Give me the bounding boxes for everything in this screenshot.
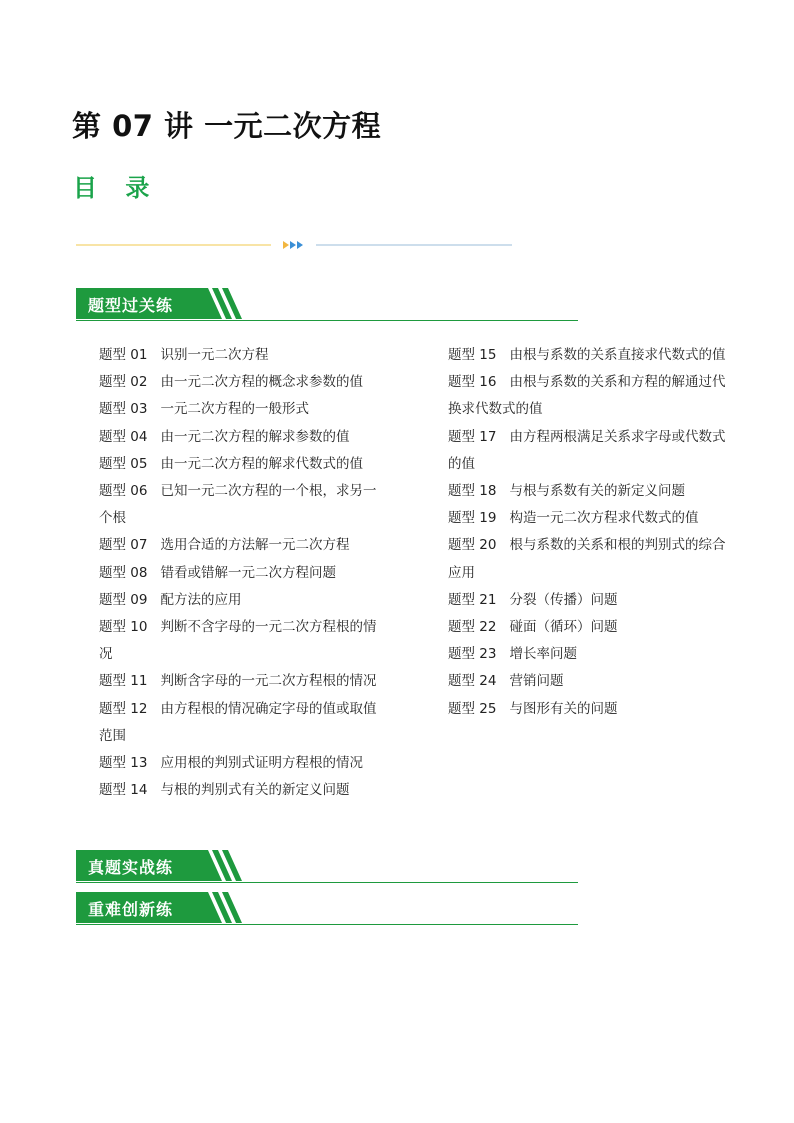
toc-item[interactable] — [99, 424, 389, 451]
toc-item-title: 已知一元二次方程的一个根，求另一个根 — [99, 483, 377, 527]
toc-item-title: 增长率问题 — [509, 646, 577, 663]
toc-item-title: 与根与系数有关的新定义问题 — [509, 483, 685, 500]
toc-item-title: 判断含字母的一元二次方程根的情况 — [160, 673, 377, 690]
toc-item-number: 题型 14 — [99, 782, 148, 799]
toc-item-number: 题型 18 — [448, 483, 497, 500]
toc-item[interactable] — [99, 614, 389, 668]
toc-item[interactable] — [448, 505, 738, 532]
toc-item[interactable] — [448, 532, 738, 586]
section-banner-practice — [76, 286, 578, 322]
section-label: 题型过关练 — [88, 296, 174, 315]
toc-item[interactable] — [99, 696, 389, 750]
toc-item-title: 由方程根的情况确定字母的值或取值范围 — [99, 700, 377, 744]
toc-item-title: 由一元二次方程的概念求参数的值 — [160, 374, 363, 391]
toc-item-title: 营销问题 — [509, 673, 564, 690]
toc-item-title: 与根的判别式有关的新定义问题 — [160, 782, 350, 799]
toc-item-title: 与图形有关的问题 — [509, 700, 618, 717]
toc-item-number: 题型 25 — [448, 700, 497, 717]
toc-item[interactable] — [99, 396, 389, 423]
divider-arrow-icon — [297, 241, 303, 249]
toc-item-number: 题型 13 — [99, 755, 148, 772]
toc-item-title: 碰面（循环）问题 — [509, 619, 618, 636]
toc-item-title: 由一元二次方程的解求代数式的值 — [160, 455, 363, 472]
toc-item-title: 分裂（传播）问题 — [509, 591, 618, 608]
toc-item[interactable] — [99, 750, 389, 777]
toc-item-number: 题型 06 — [99, 483, 148, 500]
toc-item-number: 题型 22 — [448, 619, 497, 636]
toc-item-title: 根与系数的关系和根的判别式的综合应用 — [448, 537, 726, 581]
toc-item-number: 题型 24 — [448, 673, 497, 690]
toc-item-title: 识别一元二次方程 — [160, 347, 269, 363]
toc-item[interactable] — [99, 560, 389, 587]
toc-item[interactable] — [448, 424, 738, 478]
toc-item-number: 题型 17 — [448, 428, 497, 445]
toc-item-number: 题型 09 — [99, 591, 148, 608]
toc-item-title: 构造一元二次方程求代数式的值 — [509, 510, 699, 527]
toc-item-number: 题型 05 — [99, 455, 148, 472]
toc-item-number: 题型 10 — [99, 619, 148, 636]
toc-item-number: 题型 08 — [99, 564, 148, 581]
toc-item-number: 题型 15 — [448, 347, 497, 363]
toc-list-left — [99, 342, 389, 804]
toc-item-number: 题型 20 — [448, 537, 497, 554]
toc-item[interactable] — [99, 451, 389, 478]
toc-item-number: 题型 03 — [99, 401, 148, 418]
toc-item[interactable] — [448, 668, 738, 695]
section-label: 真题实战练 — [88, 858, 174, 877]
toc-item-title: 配方法的应用 — [160, 591, 242, 608]
toc-item-number: 题型 02 — [99, 374, 148, 391]
toc-item-number: 题型 19 — [448, 510, 497, 527]
toc-item[interactable] — [448, 587, 738, 614]
section-banner-challenge — [76, 890, 578, 926]
toc-heading: 目 录 — [73, 174, 160, 202]
toc-item-number: 题型 11 — [99, 673, 148, 690]
section-banner-real-exam — [76, 848, 578, 884]
section-label: 重难创新练 — [88, 900, 174, 919]
toc-item-title: 由一元二次方程的解求参数的值 — [160, 428, 350, 445]
lecture-title: 第 07 讲 一元二次方程 — [72, 109, 382, 143]
toc-item-title: 一元二次方程的一般形式 — [160, 401, 309, 418]
divider-arrow-icon — [283, 241, 289, 249]
toc-item-title: 选用合适的方法解一元二次方程 — [160, 537, 350, 554]
toc-list-right — [448, 342, 738, 723]
banner-underline — [76, 882, 578, 883]
toc-item[interactable] — [448, 369, 738, 423]
toc-item-title: 错看或错解一元二次方程问题 — [160, 564, 336, 581]
toc-item-title: 判断不含字母的一元二次方程根的情况 — [99, 619, 377, 663]
toc-item-number: 题型 12 — [99, 700, 148, 717]
toc-item[interactable] — [448, 342, 738, 369]
toc-item[interactable] — [99, 587, 389, 614]
toc-item[interactable] — [99, 342, 389, 369]
toc-item[interactable] — [448, 478, 738, 505]
toc-item-title: 应用根的判别式证明方程根的情况 — [160, 755, 363, 772]
toc-item[interactable] — [99, 777, 389, 804]
toc-item-title: 由方程两根满足关系求字母或代数式的值 — [448, 428, 726, 472]
toc-item[interactable] — [448, 614, 738, 641]
toc-item[interactable] — [448, 696, 738, 723]
toc-item-number: 题型 07 — [99, 537, 148, 554]
toc-item-title: 由根与系数的关系直接求代数式的值 — [509, 347, 726, 363]
toc-item[interactable] — [448, 641, 738, 668]
toc-item[interactable] — [99, 478, 389, 532]
decorative-divider — [76, 238, 514, 252]
toc-item-title: 由根与系数的关系和方程的解通过代换求代数式的值 — [448, 374, 726, 418]
divider-arrow-icon — [290, 241, 296, 249]
toc-item-number: 题型 23 — [448, 646, 497, 663]
banner-underline — [76, 320, 578, 321]
toc-item[interactable] — [99, 668, 389, 695]
toc-item-number: 题型 04 — [99, 428, 148, 445]
banner-underline — [76, 924, 578, 925]
toc-item[interactable] — [99, 532, 389, 559]
toc-item-number: 题型 21 — [448, 591, 497, 608]
toc-item-number: 题型 16 — [448, 374, 497, 391]
toc-item[interactable] — [99, 369, 389, 396]
toc-item-number: 题型 01 — [99, 347, 148, 363]
